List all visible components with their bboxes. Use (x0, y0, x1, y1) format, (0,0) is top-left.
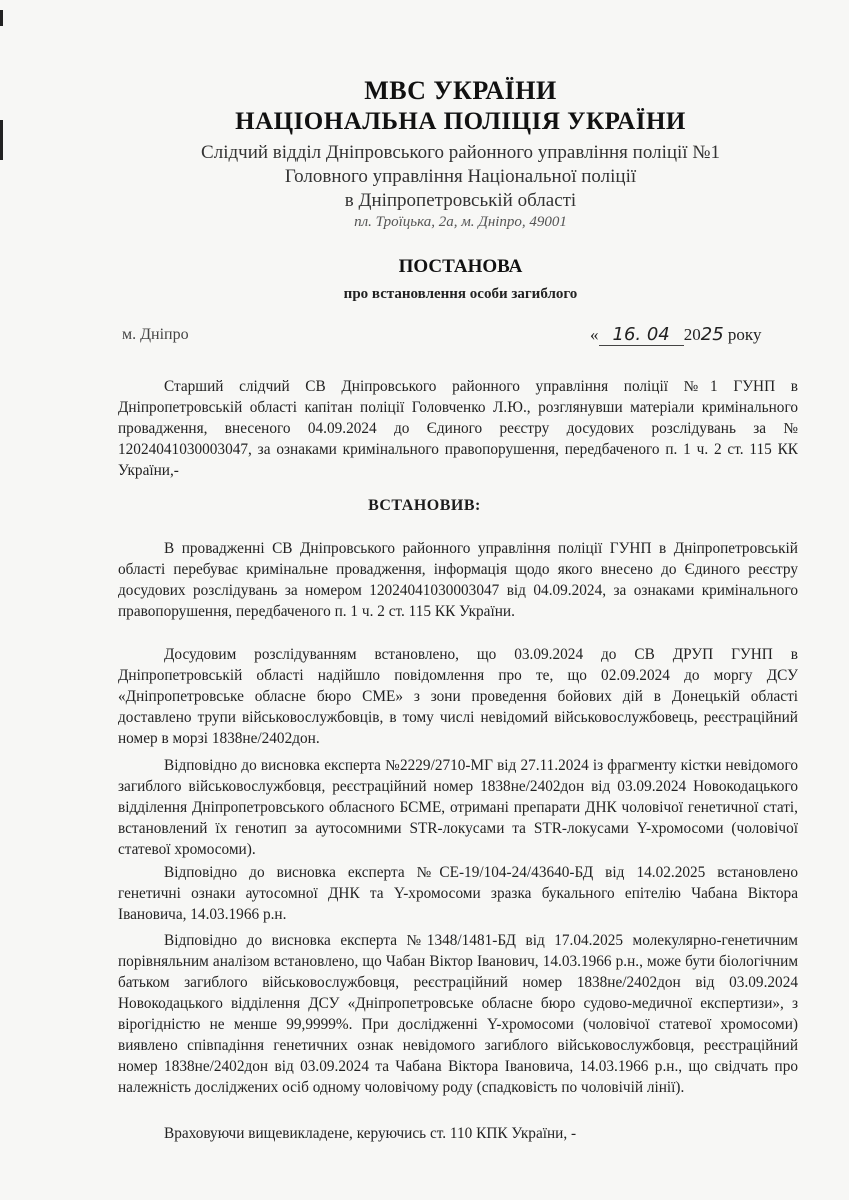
department-line-3: в Дніпропетровській області (344, 190, 577, 211)
date-suffix: року (727, 325, 762, 344)
police-heading: НАЦІОНАЛЬНА ПОЛІЦІЯ УКРАЇНИ (235, 108, 686, 135)
date-year-prefix: 20 (683, 325, 701, 344)
department-line-2: Головного управління Національної поліції (284, 166, 637, 187)
scan-margin-mark (0, 120, 3, 160)
body-paragraph-5: Відповідно до висновка експерта №1348/1481-БД від 17.04.2025 молекулярно-генетичним порівняльним аналізом встановлено, що Чабан Віктор Іванович, 14.03.1966 р.н., може бути біологічним батьком загиблого військовослужбовця, реєстраційний номер 1838не/2402дон від 03.09.2024 Новокодацького відділення ДСУ «Дніпропетровське обласне бюро судово-медичної експертизи», з вірогідністю не менше 99,9999%. При дослідженні Y-хромосоми (чоловічої статевої хромосоми) виявлено співпадіння генетичних ознак невідомого загиблого військовослужбовця, реєстраційний номер 1838не/2402дон від 03.09.2024 та Чабана Віктора Івановича, 14.03.1966 р.н., що свідчать про належність досліджених осіб одному чоловічому роду (спадковість по чоловічій лінії). (118, 932, 798, 1096)
body-paragraph-4: Відповідно до висновка експерта №СЕ-19/104-24/43640-БД від 14.02.2025 встановлено генетичні ознаки аутосомної ДНК та Y-хромосоми зразка букального епітелію Чабана Віктора Івановича, 14.03.1966 р.н. (118, 864, 798, 923)
intro-paragraph: Старший слідчий СВ Дніпровського районного управління поліції №1 ГУНП в Дніпропетровській області капітан поліції Головченко Л.Ю., розглянувши матеріали кримінального провадження, внесеного 04.09.2024 до Єдиного реєстру досудових розслідувань за № 12024041030003047, за ознаками кримінального правопорушення, передбаченого п. 1 ч. 2 ст. 115 КК України,- (118, 378, 798, 479)
date-handwritten: 16. 04 (599, 324, 684, 346)
document-title: ПОСТАНОВА (398, 256, 523, 277)
document-city: м. Дніпро (122, 326, 189, 343)
body-paragraph-6: Враховуючи вищевикладене, керуючись ст. 110 КПК України, - (164, 1125, 577, 1142)
date-year-handwritten: 25 (700, 324, 724, 345)
department-address: пл. Троїцька, 2а, м. Дніпро, 49001 (354, 214, 567, 230)
department-line-1: Слідчий відділ Дніпровського районного управління поліції №1 (201, 142, 720, 163)
body-paragraph-3: Відповідно до висновка експерта №2229/2710-МГ від 27.11.2024 із фрагменту кістки невідомого загиблого військовослужбовця, реєстраційний номер 1838не/2402дон від 03.09.2024 Новокодацького відділення Дніпропетровського обласного БСМЕ, отримані препарати ДНК чоловічої генетичної статі, встановлений їх генотип за аутосомними STR-локусами та STR-локусами Y-хромосоми (чоловічої статевої хромосоми). (118, 757, 798, 858)
body-paragraph-2: Досудовим розслідуванням встановлено, що 03.09.2024 до СВ ДРУП ГУНП в Дніпропетровській області надійшло повідомлення про те, що 02.09.2024 до моргу ДСУ «Дніпропетровське обласне бюро СМЕ» з зони проведення бойових дій в Донецькій області доставлено трупи військовослужбовців, в тому числі невідомий військовослужбовець, реєстраційний номер в морзі 1838не/2402дон. (118, 646, 798, 747)
ministry-heading: МВС УКРАЇНИ (364, 76, 557, 105)
date-open-quote: « (590, 325, 599, 344)
document-subtitle: про встановлення особи загиблого (343, 286, 578, 302)
document-date (590, 324, 761, 345)
established-heading: ВСТАНОВИВ: (368, 497, 481, 514)
scan-margin-mark (0, 10, 3, 26)
body-paragraph-1: В провадженні СВ Дніпровського районного управління поліції ГУНП в Дніпропетровській області перебуває кримінальне провадження, інформація щодо якого внесено до Єдиного реєстру досудових розслідувань за номером 12024041030003047 від 04.09.2024, за ознаками кримінального правопорушення, передбаченого п. 1 ч. 2 ст. 115 КК України. (118, 540, 798, 620)
